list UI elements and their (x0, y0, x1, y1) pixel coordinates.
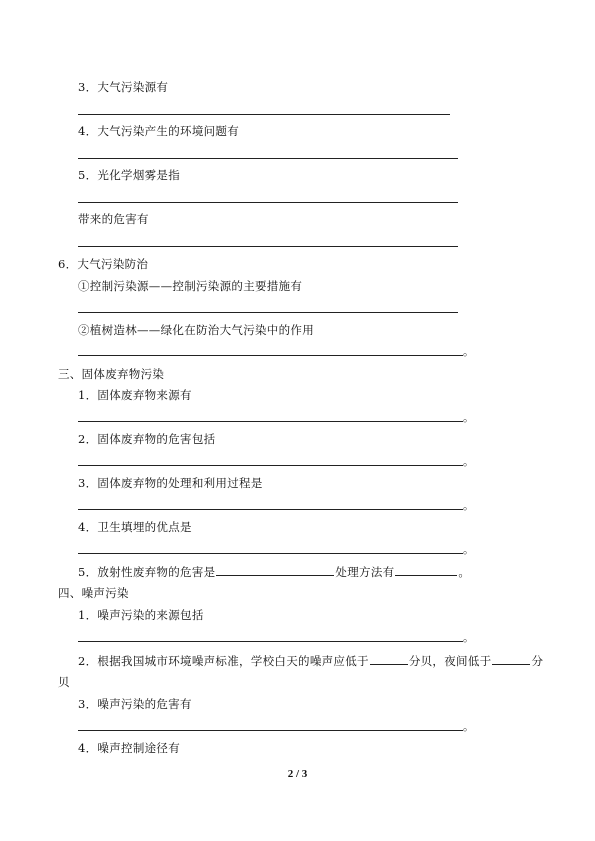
page-number: 2 / 3 (287, 768, 308, 780)
question-noise-control: 4．噪声控制途径有 (78, 741, 181, 755)
question-afforestation: ②植树造林——绿化在防治大气污染中的作用 (78, 323, 314, 337)
heading-air-pollution-control: 6．大气污染防治 (58, 257, 149, 271)
question-air-pollution-problem: 4．大气污染产生的环境问题有 (78, 124, 240, 138)
answer-line[interactable] (78, 730, 463, 731)
period-mark: 。 (463, 543, 474, 556)
nighttime-label: 分贝，夜间低于 (408, 654, 492, 668)
radioactive-method-blank[interactable] (395, 564, 457, 576)
question-solid-waste-harm: 2．固体废弃物的危害包括 (78, 432, 216, 446)
heading-solid-waste: 三、固体废弃物污染 (58, 367, 165, 381)
decibel-unit-part: 分 (531, 654, 544, 668)
question-solid-waste-treatment: 3．固体废弃物的处理和利用过程是 (78, 476, 263, 490)
radioactive-harm-blank[interactable] (216, 564, 334, 576)
question-photochemical-smog: 5．光化学烟雾是指 (78, 168, 181, 182)
answer-line[interactable] (78, 355, 463, 356)
answer-line[interactable] (78, 202, 458, 203)
question-air-pollution-source: 3．大气污染源有 (78, 80, 169, 94)
answer-line[interactable] (78, 312, 458, 313)
period-mark: 。 (463, 411, 474, 424)
noise-standard-label: 2．根据我国城市环境噪声标准，学校白天的噪声应低于 (78, 654, 369, 668)
question-landfill-advantage: 4．卫生填埋的优点是 (78, 520, 192, 534)
answer-line[interactable] (78, 553, 463, 554)
question-noise-standard (78, 653, 543, 668)
answer-line[interactable] (78, 421, 463, 422)
period-mark: 。 (463, 499, 474, 512)
question-control-source: ①控制污染源——控制污染源的主要措施有 (78, 279, 303, 293)
question-radioactive-waste (78, 564, 470, 579)
answer-line[interactable] (78, 509, 463, 510)
nighttime-decibel-blank[interactable] (492, 653, 530, 665)
answer-line[interactable] (78, 158, 458, 159)
daytime-decibel-blank[interactable] (370, 653, 408, 665)
answer-line[interactable] (78, 465, 463, 466)
period-mark: 。 (463, 345, 474, 358)
period-mark: 。 (463, 455, 474, 468)
question-noise-source: 1．噪声污染的来源包括 (78, 608, 204, 622)
answer-line[interactable] (78, 641, 463, 642)
heading-noise-pollution: 四、噪声污染 (58, 586, 129, 600)
radioactive-harm-label: 5．放射性废弃物的危害是 (78, 565, 216, 579)
question-noise-harm: 3．噪声污染的危害有 (78, 697, 192, 711)
period-mark: 。 (463, 720, 474, 733)
period-mark: 。 (458, 565, 471, 579)
period-mark: 。 (463, 631, 474, 644)
answer-line[interactable] (78, 246, 458, 247)
radioactive-method-label: 处理方法有 (335, 565, 395, 579)
question-smog-harm: 带来的危害有 (78, 212, 149, 226)
decibel-unit-wrap: 贝 (58, 675, 70, 689)
question-solid-waste-source: 1．固体废弃物来源有 (78, 388, 192, 402)
answer-line[interactable] (78, 114, 450, 115)
